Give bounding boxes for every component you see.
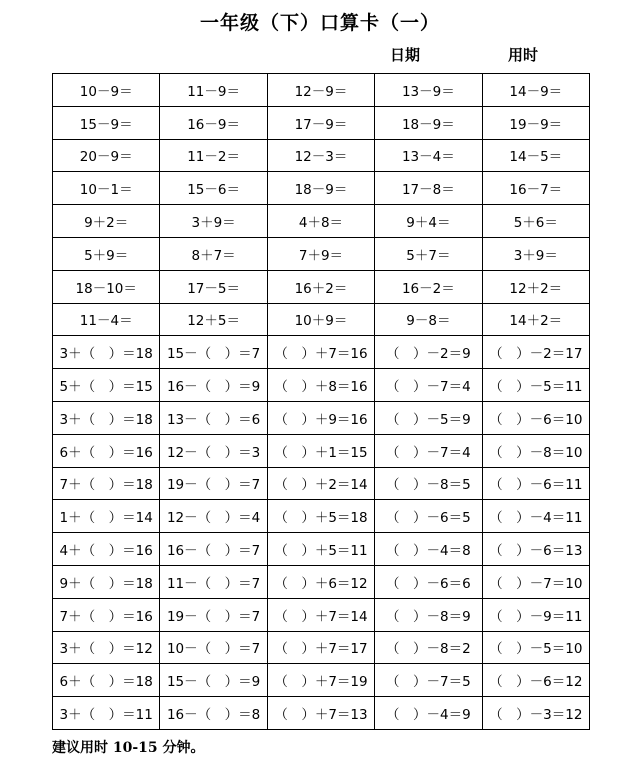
problem-cell: 15－9＝	[53, 106, 160, 139]
problem-cell: （ ）－6＝6	[375, 565, 482, 598]
table-row	[53, 336, 590, 369]
problem-cell: 17－9＝	[267, 106, 374, 139]
table-row	[53, 631, 590, 664]
problem-cell: 12－（ ）＝4	[160, 500, 267, 533]
problem-cell: （ ）－4＝8	[375, 533, 482, 566]
problem-cell: 19－（ ）＝7	[160, 598, 267, 631]
table-row	[53, 697, 590, 730]
problem-cell: 3＋（ ）＝18	[53, 336, 160, 369]
problem-cell: 7＋（ ）＝16	[53, 598, 160, 631]
problem-cell: （ ）－8＝5	[375, 467, 482, 500]
problem-cell: 15－（ ）＝9	[160, 664, 267, 697]
problem-cell: （ ）－7＝4	[375, 369, 482, 402]
time-label: 用时	[508, 46, 539, 64]
problem-cell: 8＋7＝	[160, 237, 267, 270]
problem-cell: 15－（ ）＝7	[160, 336, 267, 369]
problem-cell: 13－4＝	[375, 139, 482, 172]
problem-cell: （ ）－3＝12	[482, 697, 589, 730]
problem-cell: 16－（ ）＝8	[160, 697, 267, 730]
table-row	[53, 106, 590, 139]
table-row	[53, 664, 590, 697]
problem-cell: （ ）－7＝10	[482, 565, 589, 598]
table-row	[53, 237, 590, 270]
problem-cell: 12＋5＝	[160, 303, 267, 336]
problem-cell: （ ）－6＝13	[482, 533, 589, 566]
problem-cell: 5＋9＝	[53, 237, 160, 270]
table-row	[53, 434, 590, 467]
problem-cell: 13－（ ）＝6	[160, 401, 267, 434]
page-title: 一年级（下）口算卡（一）	[199, 12, 440, 34]
table-row	[53, 303, 590, 336]
problem-cell: （ ）＋1＝15	[267, 434, 374, 467]
problem-cell: （ ）－4＝11	[482, 500, 589, 533]
problem-cell: 16－9＝	[160, 106, 267, 139]
problem-cell: 16－2＝	[375, 270, 482, 303]
problem-cell: 11－（ ）＝7	[160, 565, 267, 598]
problem-cell: 18－10＝	[53, 270, 160, 303]
problem-cell: 5＋（ ）＝15	[53, 369, 160, 402]
problem-cell: 3＋9＝	[160, 205, 267, 238]
problem-cell: 13－9＝	[375, 74, 482, 107]
problem-cell: （ ）－4＝9	[375, 697, 482, 730]
problem-cell: 6＋（ ）＝16	[53, 434, 160, 467]
problem-cell: 10－1＝	[53, 172, 160, 205]
problem-cell: 7＋9＝	[267, 237, 374, 270]
problem-cell: 9－8＝	[375, 303, 482, 336]
table-row	[53, 74, 590, 107]
problem-cell: 11－9＝	[160, 74, 267, 107]
problem-cell: 16－（ ）＝9	[160, 369, 267, 402]
problem-cell: （ ）－7＝5	[375, 664, 482, 697]
problem-cell: 3＋9＝	[482, 237, 589, 270]
problem-cell: （ ）－5＝11	[482, 369, 589, 402]
table-row	[53, 533, 590, 566]
problem-cell: （ ）－7＝4	[375, 434, 482, 467]
problem-cell: （ ）－6＝10	[482, 401, 589, 434]
problem-cell: 9＋2＝	[53, 205, 160, 238]
problem-cell: 15－6＝	[160, 172, 267, 205]
problem-cell: （ ）＋5＝11	[267, 533, 374, 566]
suggested-time-note: 建议用时 10-15 分钟。	[52, 740, 205, 756]
table-row	[53, 500, 590, 533]
problem-cell: 12－（ ）＝3	[160, 434, 267, 467]
problem-cell: 20－9＝	[53, 139, 160, 172]
table-row	[53, 565, 590, 598]
problem-cell: （ ）－6＝11	[482, 467, 589, 500]
problem-cell: 4＋8＝	[267, 205, 374, 238]
problem-cell: 16－（ ）＝7	[160, 533, 267, 566]
problem-cell: （ ）＋7＝19	[267, 664, 374, 697]
table-row	[53, 467, 590, 500]
problem-cell: 9＋4＝	[375, 205, 482, 238]
problem-cell: 3＋（ ）＝18	[53, 401, 160, 434]
problem-cell: 18－9＝	[267, 172, 374, 205]
problem-cell: （ ）－2＝9	[375, 336, 482, 369]
problem-cell: 17－8＝	[375, 172, 482, 205]
problem-cell: （ ）－6＝5	[375, 500, 482, 533]
problem-cell: 10＋9＝	[267, 303, 374, 336]
table-row	[53, 598, 590, 631]
problem-cell: 4＋（ ）＝16	[53, 533, 160, 566]
table-row	[53, 172, 590, 205]
problem-cell: （ ）＋6＝12	[267, 565, 374, 598]
problem-cell: 9＋（ ）＝18	[53, 565, 160, 598]
table-row	[53, 270, 590, 303]
problem-cell: 14－9＝	[482, 74, 589, 107]
table-row	[53, 401, 590, 434]
problem-cell: 14＋2＝	[482, 303, 589, 336]
problem-cell: 16＋2＝	[267, 270, 374, 303]
table-row	[53, 369, 590, 402]
problem-cell: 19－9＝	[482, 106, 589, 139]
date-label: 日期	[390, 46, 421, 64]
problem-cell: 3＋（ ）＝12	[53, 631, 160, 664]
problem-cell: （ ）－5＝9	[375, 401, 482, 434]
problem-cell: （ ）＋7＝17	[267, 631, 374, 664]
problem-cell: 12－9＝	[267, 74, 374, 107]
problem-cell: 7＋（ ）＝18	[53, 467, 160, 500]
problem-cell: （ ）＋8＝16	[267, 369, 374, 402]
problem-cell: 18－9＝	[375, 106, 482, 139]
problem-cell: （ ）－2＝17	[482, 336, 589, 369]
problem-cell: 14－5＝	[482, 139, 589, 172]
problem-cell: （ ）－8＝9	[375, 598, 482, 631]
problem-cell: 5＋7＝	[375, 237, 482, 270]
problem-cell: （ ）＋2＝14	[267, 467, 374, 500]
problem-cell: （ ）＋7＝14	[267, 598, 374, 631]
problem-cell: （ ）－8＝2	[375, 631, 482, 664]
problem-cell: （ ）－8＝10	[482, 434, 589, 467]
problem-cell: 11－2＝	[160, 139, 267, 172]
problem-cell: 16－7＝	[482, 172, 589, 205]
problem-cell: （ ）＋7＝13	[267, 697, 374, 730]
problem-cell: 17－5＝	[160, 270, 267, 303]
problem-cell: 19－（ ）＝7	[160, 467, 267, 500]
problem-cell: 12－3＝	[267, 139, 374, 172]
problem-cell: 12＋2＝	[482, 270, 589, 303]
problem-cell: 3＋（ ）＝11	[53, 697, 160, 730]
problem-cell: （ ）－5＝10	[482, 631, 589, 664]
table-row	[53, 139, 590, 172]
table-row	[53, 205, 590, 238]
problem-cell: （ ）＋5＝18	[267, 500, 374, 533]
problem-cell: 1＋（ ）＝14	[53, 500, 160, 533]
problem-cell: （ ）＋7＝16	[267, 336, 374, 369]
problem-cell: （ ）－6＝12	[482, 664, 589, 697]
problem-cell: 10－（ ）＝7	[160, 631, 267, 664]
problem-cell: （ ）＋9＝16	[267, 401, 374, 434]
arithmetic-table	[52, 73, 590, 730]
problem-cell: 11－4＝	[53, 303, 160, 336]
problem-cell: 5＋6＝	[482, 205, 589, 238]
problem-cell: 6＋（ ）＝18	[53, 664, 160, 697]
problem-cell: （ ）－9＝11	[482, 598, 589, 631]
problem-cell: 10－9＝	[53, 74, 160, 107]
